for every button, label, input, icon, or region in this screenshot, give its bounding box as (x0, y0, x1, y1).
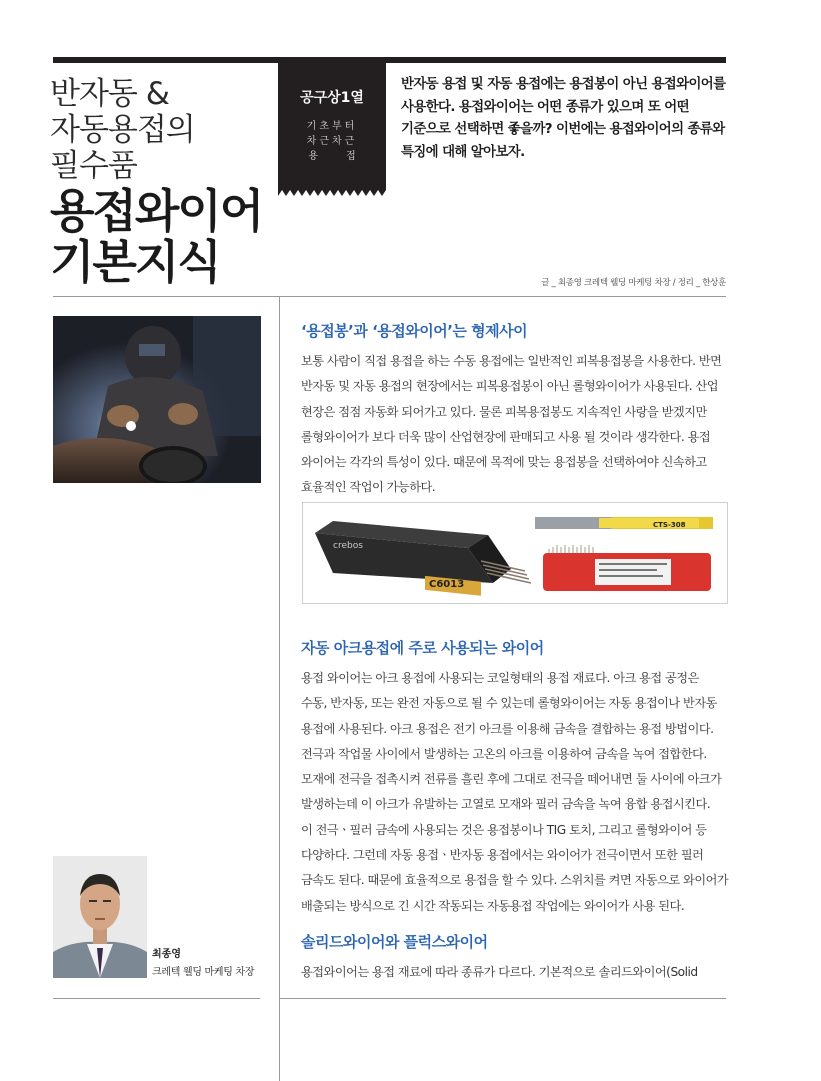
section-body (301, 960, 731, 985)
body-line: 다양하다. 그런데 자동 용접ㆍ반자동 용접에서는 와이어가 전극이면서 또한 필러 (301, 848, 704, 863)
series-tag (278, 63, 386, 190)
body-line: 배출되는 방식으로 긴 시간 작동되는 자동용접 작업에는 와이어가 사용 된다. (301, 898, 685, 913)
body-line: 전극과 작업물 사이에서 발생하는 고온의 아크를 이용하여 금속을 녹여 접합한다. (301, 746, 707, 761)
body-line: 용접 와이어는 아크 용접에 사용되는 코일형태의 용접 재료다. 아크 용접 공정은 (301, 671, 699, 685)
body-line: 모재에 전극을 접촉시켜 전류를 흘린 후에 그대로 전극을 떼어내면 둘 사이에 아크가 (301, 772, 722, 787)
body-line: 보통 사람이 직접 용접을 하는 수동 용접에는 일반적인 피복용접봉을 사용한다. 반면 (301, 354, 722, 368)
box-code: C6013 (429, 579, 465, 590)
section-auto-arc-welding (301, 637, 731, 919)
body-line: 발생하는데 이 아크가 유발하는 고열로 모재와 필러 금속을 녹여 융합 용접시킨다. (301, 797, 711, 812)
title-line: 기본지식 (50, 235, 220, 289)
body-line: 이 전극ㆍ필러 금속에 사용되는 것은 용접봉이나 TIG 토치, 그리고 롤형와이어 등 (301, 822, 707, 837)
box-brand: crebos (333, 541, 363, 551)
body-line: 와이어는 각각의 특성이 있다. 때문에 목적에 맞는 용접봉을 선택하여야 신속하고 (301, 455, 707, 470)
body-line: 용접와이어는 용접 재료에 따라 종류가 다르다. 기본적으로 솔리드와이어(Solid (301, 965, 698, 979)
body-line: 현장은 점점 자동화 되어가고 있다. 물론 피복용접봉도 지속적인 사랑을 받겠지만 (301, 404, 707, 419)
welding-products-image (302, 502, 728, 604)
intro-line: 반자동 용접 및 자동 용접에는 용접봉이 아닌 용접와이어를 (401, 77, 726, 92)
section-solid-flux-wire (301, 931, 731, 985)
body-line: 반자동 및 자동 용접의 현장에서는 피복용접봉이 아닌 롤형와이어가 사용된다. 산업 (301, 379, 719, 394)
article-title (50, 186, 262, 288)
body-line: 수동, 반자동, 또는 완전 자동으로 될 수 있는데 롤형와이어는 자동 용접이나 반자동 (301, 696, 717, 711)
zigzag-edge (278, 189, 386, 196)
section-heading: 자동 아크용접에 주로 사용되는 와이어 (301, 639, 544, 657)
body-line: 롤형와이어가 보다 더욱 많이 산업현장에 판매되고 사용 될 것이라 생각한다. 용접 (301, 429, 711, 444)
author-photo (53, 856, 147, 978)
top-rule (53, 57, 726, 63)
section-heading: ‘용접봉’과 ‘용접와이어’는 형제사이 (301, 322, 528, 340)
series-sub-line: 차근차근 (306, 136, 358, 147)
section-divider (53, 296, 726, 297)
subtitle-line: 자동용접의 (50, 112, 195, 148)
intro-line: 사용한다. 용접와이어는 어떤 종류가 있으며 또 어떤 (401, 99, 689, 115)
section-body (301, 666, 731, 919)
author-title: 크레텍 웰딩 마케팅 차장 (152, 967, 255, 978)
bottom-rule (53, 998, 260, 999)
body-line: 용접에 사용된다. 아크 용접은 전기 아크를 이용해 금속을 결합하는 용접 방법이다. (301, 721, 714, 736)
author-name: 최종영 (152, 949, 181, 960)
series-subtitle (278, 119, 386, 164)
body-line: 효율적인 작업이 가능하다. (301, 480, 436, 495)
section-heading: 솔리드와이어와 플럭스와이어 (301, 933, 488, 951)
section-brother-relation (301, 320, 731, 501)
welder-photo (53, 316, 261, 483)
byline: 글 _ 최종영 크레텍 웰딩 마케팅 차장 / 정리 _ 한상훈 (541, 278, 726, 288)
bottom-rule (280, 998, 726, 999)
series-sub-line: 용접 (308, 151, 384, 162)
intro-paragraph (401, 74, 731, 164)
intro-line: 기준으로 선택하면 좋을까? 이번에는 용접와이어의 종류와 (401, 122, 725, 137)
rod-label: CTS-308 (653, 521, 686, 529)
subtitle-line: 필수품 (50, 148, 137, 184)
body-line: 금속도 된다. 때문에 효율적으로 용접을 할 수 있다. 스위치를 켜면 자동으로 와이어가 (301, 873, 729, 888)
section-body (301, 349, 731, 501)
intro-line: 특징에 대해 알아보자. (401, 144, 525, 160)
series-name: 공구상1열 (300, 90, 364, 106)
series-sub-line: 기초부터 (306, 121, 358, 132)
subtitle-line: 반자동 & (50, 76, 169, 112)
title-line: 용접와이어 (50, 184, 263, 238)
article-subtitle (50, 76, 195, 184)
column-divider (279, 297, 280, 1081)
